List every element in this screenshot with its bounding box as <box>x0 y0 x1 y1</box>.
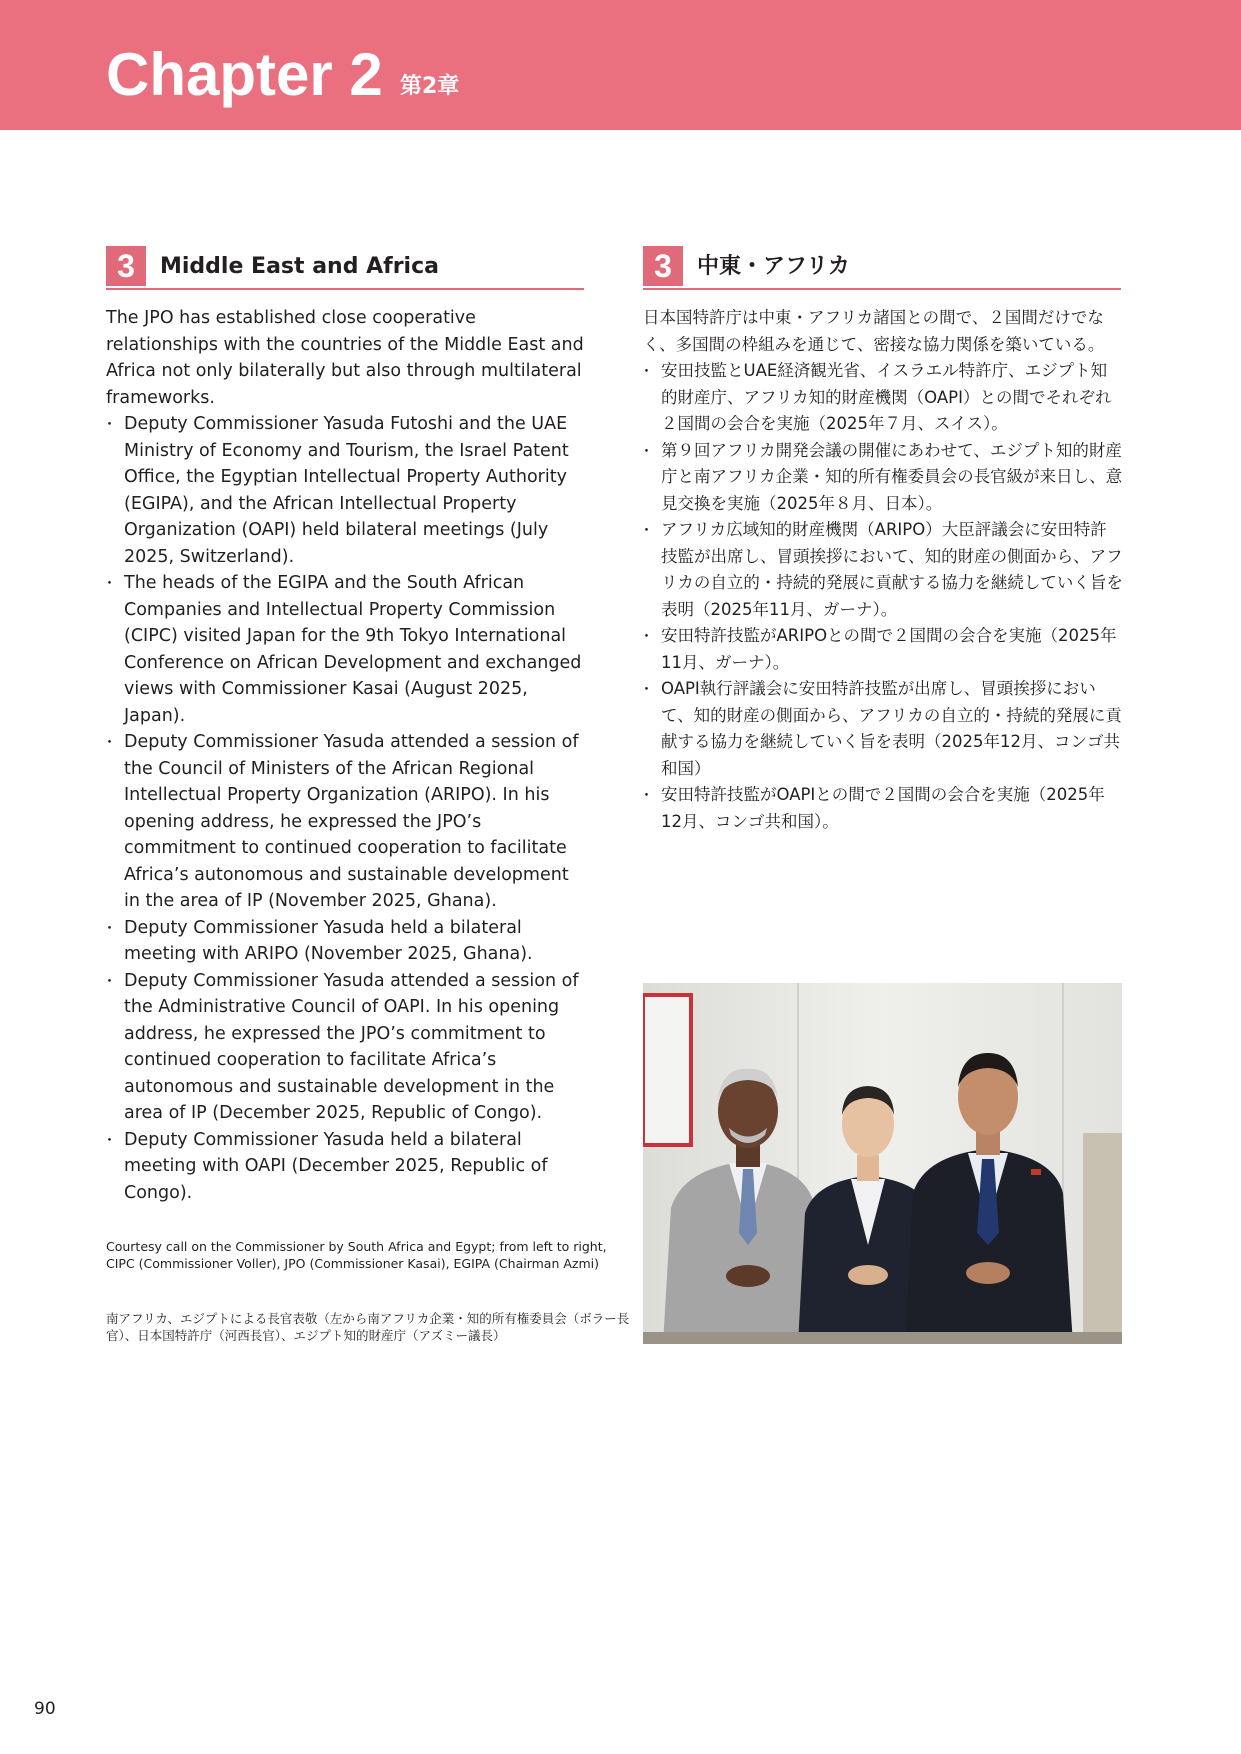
section-title: Middle East and Africa <box>160 254 439 279</box>
list-item: ・ Deputy Commissioner Yasuda attended a session of the Council of Ministers of the African Regional Intellectual Property Organization (ARIPO). In his opening address, he expressed the JPO’s commitment to continued cooperation to facilitate Africa’s autonomous and sustainable development in the area of IP (November 2025, Ghana). <box>106 729 584 915</box>
list-item: ・ Deputy Commissioner Yasuda Futoshi and the UAE Ministry of Economy and Tourism, the Israel Patent Office, the Egyptian Intellectual Property Authority (EGIPA), and the African Intellectual Property Organization (OAPI) held bilateral meetings (July 2025, Switzerland). <box>106 411 584 570</box>
chapter-title: Chapter 2 <box>106 41 383 108</box>
meeting-photo <box>643 983 1122 1344</box>
list-item: ・ Deputy Commissioner Yasuda attended a session of the Administrative Council of OAPI. In his opening address, he expressed the JPO’s commitment to continued cooperation to facilitate Africa’s autonomous and sustainable development in the area of IP (December 2025, Republic of Congo). <box>106 968 584 1127</box>
list-item: ・ Deputy Commissioner Yasuda held a bilateral meeting with OAPI (December 2025, Republic of Congo). <box>106 1127 584 1207</box>
list-item: ・ 安田技監とUAE経済観光省、イスラエル特許庁、エジプト知的財産庁、アフリカ知的財産機関（OAPI）との間でそれぞれ２国間の会合を実施（2025年７月、スイス）。 <box>643 358 1123 438</box>
list-item: ・ Deputy Commissioner Yasuda held a bilateral meeting with ARIPO (November 2025, Ghana). <box>106 915 584 968</box>
intro-paragraph: 日本国特許庁は中東・アフリカ諸国との間で、２国間だけでなく、多国間の枠組みを通じて、密接な協力関係を築いている。 <box>643 308 1105 354</box>
list-item: ・ The heads of the EGIPA and the South African Companies and Intellectual Property Commission (CIPC) visited Japan for the 9th Tokyo International Conference on African Development and exchanged views with Commissioner Kasai (August 2025, Japan). <box>106 570 584 729</box>
body-column-jp <box>643 305 1123 835</box>
body-column-en <box>106 305 584 1206</box>
activity-list <box>643 358 1123 835</box>
section-heading-jp <box>643 246 1121 290</box>
list-item: ・ 安田特許技監がARIPOとの間で２国間の会合を実施（2025年11月、ガーナ）。 <box>643 623 1123 676</box>
list-item: ・ 第９回アフリカ開発会議の開催にあわせて、エジプト知的財産庁と南アフリカ企業・知的所有権委員会の長官級が来日し、意見交換を実施（2025年８月、日本）。 <box>643 438 1123 518</box>
chapter-header-band <box>0 0 1241 130</box>
photo-caption-en: Courtesy call on the Commissioner by South Africa and Egypt; from left to right, CIPC (Commissioner Voller), JPO (Commissioner Kasai), EGIPA (Chairman Azmi) <box>106 1239 607 1271</box>
section-number-badge: 3 <box>106 246 146 286</box>
activity-list <box>106 411 584 1206</box>
list-item: ・ 安田特許技監がOAPIとの間で２国間の会合を実施（2025年12月、コンゴ共和国）。 <box>643 782 1123 835</box>
photo-caption-jp: 南アフリカ、エジプトによる長官表敬（左から南アフリカ企業・知的所有権委員会（ボラー長官）、日本国特許庁（河西長官）、エジプト知的財産庁（アズミー議長） <box>106 1311 630 1343</box>
intro-paragraph: The JPO has established close cooperative relationships with the countries of the Middle East and Africa not only bilaterally but also through multilateral frameworks. <box>106 308 584 408</box>
section-heading-en <box>106 246 584 290</box>
list-item: ・ OAPI執行評議会に安田特許技監が出席し、冒頭挨拶において、知的財産の側面から、アフリカの自立的・持続的発展に貢献する協力を継続していく旨を表明（2025年12月、コンゴ共和国） <box>643 676 1123 782</box>
list-item: ・ アフリカ広域知的財産機関（ARIPO）大臣評議会に安田特許技監が出席し、冒頭挨拶において、知的財産の側面から、アフリカの自立的・持続的発展に貢献する協力を継続していく旨を表明（2025年11月、ガーナ）。 <box>643 517 1123 623</box>
section-title: 中東・アフリカ <box>697 254 850 279</box>
meeting-photo-illustration <box>643 983 1122 1344</box>
page-number: 90 <box>34 1699 56 1719</box>
section-number-badge: 3 <box>643 246 683 286</box>
chapter-subtitle: 第2章 <box>400 74 460 99</box>
